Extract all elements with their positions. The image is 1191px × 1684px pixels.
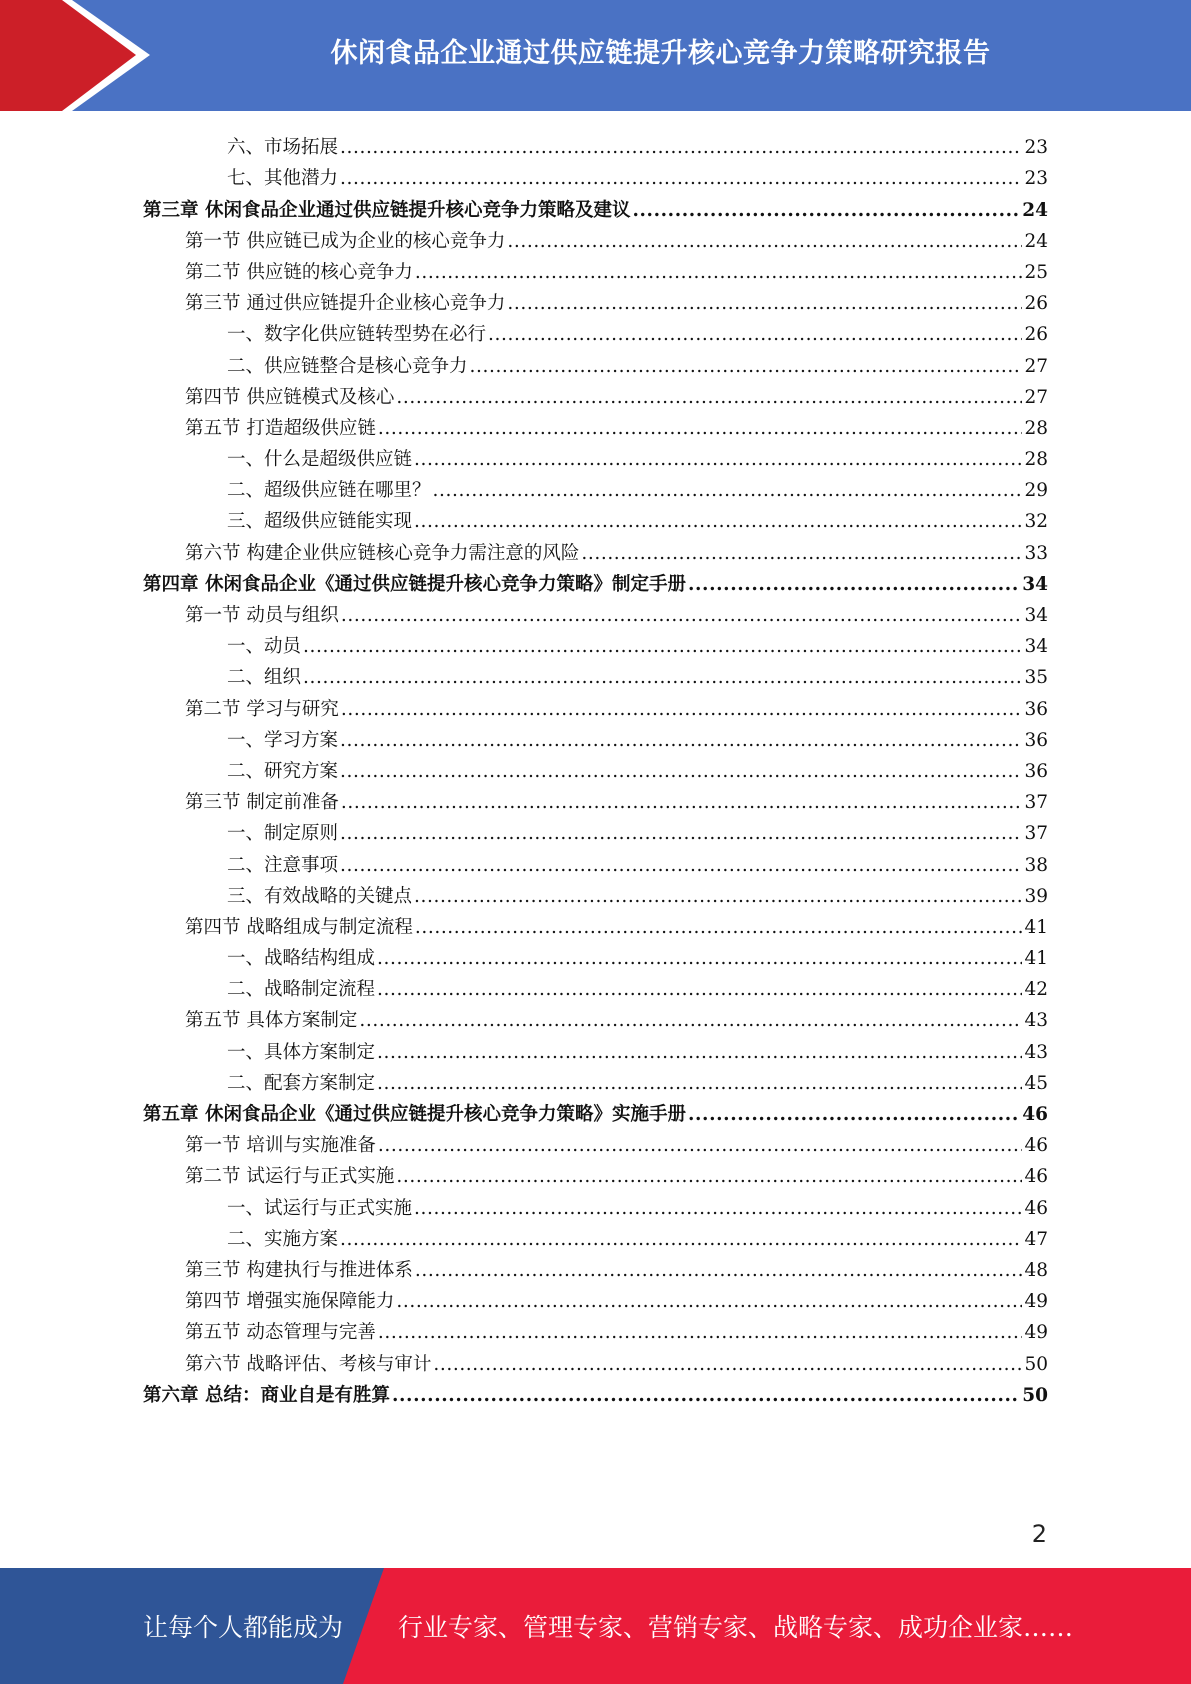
toc-entry-title: 一、学习方案 xyxy=(227,729,339,751)
toc-entry-title: 一、试运行与正式实施 xyxy=(227,1197,413,1219)
toc-subsection-entry[interactable] xyxy=(143,627,1048,658)
toc-entry-page: 29 xyxy=(1024,480,1048,502)
toc-entry-title: 第二节 试运行与正式实施 xyxy=(185,1166,395,1188)
toc-dot-leader xyxy=(340,823,1022,845)
toc-entry-page: 43 xyxy=(1024,1010,1048,1032)
toc-entry-title: 第二节 供应链的核心竞争力 xyxy=(185,261,413,283)
toc-entry-page: 37 xyxy=(1024,823,1048,845)
toc-entry-page: 34 xyxy=(1024,605,1048,626)
toc-subsection-entry[interactable] xyxy=(143,1188,1048,1219)
toc-dot-leader xyxy=(507,293,1022,315)
toc-entry-title: 二、配套方案制定 xyxy=(227,1072,376,1094)
toc-entry-title: 第六节 战略评估、考核与审计 xyxy=(185,1353,432,1375)
toc-entry-title: 第六章 总结：商业自是有胜算 xyxy=(143,1384,390,1406)
toc-dot-leader xyxy=(688,1104,1020,1126)
page-number: 2 xyxy=(1031,1520,1047,1548)
toc-entry-page: 36 xyxy=(1024,760,1048,782)
toc-entry-page: 27 xyxy=(1024,355,1048,377)
toc-dot-leader xyxy=(340,730,1022,752)
toc-entry-page: 28 xyxy=(1024,449,1048,471)
toc-subsection-entry[interactable] xyxy=(143,315,1048,346)
toc-entry-page: 42 xyxy=(1024,979,1048,1001)
toc-entry-page: 48 xyxy=(1024,1259,1048,1281)
toc-entry-page: 50 xyxy=(1024,1353,1048,1375)
toc-entry-page: 36 xyxy=(1024,729,1048,751)
toc-entry-title: 二、注意事项 xyxy=(227,854,339,876)
toc-entry-title: 一、具体方案制定 xyxy=(227,1041,376,1063)
toc-dot-leader xyxy=(340,855,1022,877)
toc-chapter-entry[interactable] xyxy=(143,565,1048,596)
toc-dot-leader xyxy=(415,1260,1023,1282)
toc-entry-page: 50 xyxy=(1022,1384,1048,1406)
toc-chapter-entry[interactable] xyxy=(143,1095,1048,1126)
toc-entry-page: 47 xyxy=(1024,1228,1048,1250)
toc-chapter-entry[interactable] xyxy=(143,190,1048,221)
toc-dot-leader xyxy=(341,792,1023,814)
toc-subsection-entry[interactable] xyxy=(143,814,1048,845)
toc-entry-title: 第一节 动员与组织 xyxy=(185,605,339,626)
toc-subsection-entry[interactable] xyxy=(143,752,1048,783)
toc-subsection-entry[interactable] xyxy=(143,1032,1048,1063)
toc-entry-title: 六、市场拓展 xyxy=(227,137,339,159)
toc-entry-page: 28 xyxy=(1024,417,1048,439)
toc-dot-leader xyxy=(488,324,1022,346)
toc-dot-leader xyxy=(414,511,1022,533)
toc-entry-title: 第五节 打造超级供应链 xyxy=(185,417,376,439)
footer-slogan-right: 行业专家、管理专家、营销专家、战略专家、成功企业家…… xyxy=(398,1613,1074,1642)
toc-entry-title: 一、战略结构组成 xyxy=(227,948,376,970)
toc-subsection-entry[interactable] xyxy=(143,877,1048,908)
toc-entry-page: 49 xyxy=(1024,1322,1048,1344)
toc-entry-page: 23 xyxy=(1024,137,1048,159)
toc-entry-title: 第四节 战略组成与制定流程 xyxy=(185,916,413,938)
toc-dot-leader xyxy=(377,1042,1022,1064)
toc-section-entry[interactable] xyxy=(143,1251,1048,1282)
toc-dot-leader xyxy=(359,1010,1022,1032)
toc-entry-page: 37 xyxy=(1024,792,1048,814)
toc-section-entry[interactable] xyxy=(143,689,1048,720)
toc-entry-title: 二、供应链整合是核心竞争力 xyxy=(227,355,468,377)
toc-entry-page: 43 xyxy=(1024,1041,1048,1063)
toc-dot-leader xyxy=(507,231,1022,253)
toc-entry-title: 第三节 制定前准备 xyxy=(185,792,339,814)
toc-entry-page: 46 xyxy=(1022,1104,1048,1125)
toc-entry-page: 26 xyxy=(1024,324,1048,346)
toc-section-entry[interactable] xyxy=(143,409,1048,440)
toc-entry-page: 34 xyxy=(1022,573,1048,595)
toc-dot-leader xyxy=(340,137,1022,159)
toc-entry-page: 33 xyxy=(1024,542,1048,564)
toc-entry-title: 第六节 构建企业供应链核心竞争力需注意的风险 xyxy=(185,542,580,564)
toc-dot-leader xyxy=(396,1291,1022,1313)
toc-dot-leader xyxy=(392,1385,1020,1407)
toc-section-entry[interactable] xyxy=(143,253,1048,284)
toc-dot-leader xyxy=(581,543,1022,565)
toc-entry-page: 46 xyxy=(1024,1197,1048,1219)
toc-subsection-entry[interactable] xyxy=(143,970,1048,1001)
toc-subsection-entry[interactable] xyxy=(143,128,1048,159)
toc-entry-title: 二、战略制定流程 xyxy=(227,979,376,1001)
toc-dot-leader xyxy=(378,418,1023,440)
toc-entry-title: 第五章 休闲食品企业《通过供应链提升核心竞争力策略》实施手册 xyxy=(143,1104,686,1125)
toc-entry-page: 24 xyxy=(1024,230,1048,252)
toc-entry-title: 第二节 学习与研究 xyxy=(185,698,339,720)
toc-dot-leader xyxy=(303,667,1022,689)
header-band xyxy=(0,0,1191,111)
toc-entry-title: 第五节 动态管理与完善 xyxy=(185,1322,376,1344)
toc-entry-title: 一、制定原则 xyxy=(227,823,339,845)
toc-entry-page: 49 xyxy=(1024,1291,1048,1313)
toc-subsection-entry[interactable] xyxy=(143,845,1048,876)
toc-dot-leader xyxy=(340,1229,1022,1251)
toc-entry-title: 二、组织 xyxy=(227,667,302,689)
toc-entry-page: 23 xyxy=(1024,168,1048,190)
toc-section-entry[interactable] xyxy=(143,378,1048,409)
toc-dot-leader xyxy=(470,356,1023,378)
toc-entry-page: 35 xyxy=(1024,667,1048,689)
toc-entry-page: 45 xyxy=(1024,1072,1048,1094)
toc-entry-page: 26 xyxy=(1024,293,1048,315)
toc-dot-leader xyxy=(396,387,1022,409)
toc-section-entry[interactable] xyxy=(143,1313,1048,1344)
toc-dot-leader xyxy=(378,1322,1023,1344)
toc-subsection-entry[interactable] xyxy=(143,1064,1048,1095)
toc-dot-leader xyxy=(377,1073,1022,1095)
toc-dot-leader xyxy=(303,636,1022,658)
toc-subsection-entry[interactable] xyxy=(143,440,1048,471)
footer-slogan-left: 让每个人都能成为 xyxy=(143,1613,344,1642)
toc-subsection-entry[interactable] xyxy=(143,939,1048,970)
toc-dot-leader xyxy=(340,761,1022,783)
toc-subsection-entry[interactable] xyxy=(143,1220,1048,1251)
toc-section-entry[interactable] xyxy=(143,1001,1048,1032)
toc-section-entry[interactable] xyxy=(143,908,1048,939)
report-title: 休闲食品企业通过供应链提升核心竞争力策略研究报告 xyxy=(330,37,991,69)
toc-dot-leader xyxy=(632,200,1020,222)
toc-dot-leader xyxy=(341,699,1023,721)
toc-entry-title: 第三章 休闲食品企业通过供应链提升核心竞争力策略及建议 xyxy=(143,199,631,221)
toc-dot-leader xyxy=(340,168,1022,190)
toc-entry-title: 二、超级供应链在哪里？ xyxy=(227,480,431,502)
toc-entry-page: 32 xyxy=(1024,511,1048,533)
toc-dot-leader xyxy=(415,262,1023,284)
toc-entry-title: 二、研究方案 xyxy=(227,760,339,782)
toc-entry-page: 27 xyxy=(1024,386,1048,408)
toc-entry-title: 一、动员 xyxy=(227,636,302,658)
toc-entry-page: 34 xyxy=(1024,636,1048,658)
toc-entry-page: 39 xyxy=(1024,885,1048,907)
toc-entry-title: 第三节 构建执行与推进体系 xyxy=(185,1259,413,1281)
toc-entry-title: 一、数字化供应链转型势在必行 xyxy=(227,324,487,346)
toc-entry-page: 25 xyxy=(1024,261,1048,283)
toc-section-entry[interactable] xyxy=(143,783,1048,814)
toc-subsection-entry[interactable] xyxy=(143,159,1048,190)
toc-section-entry[interactable] xyxy=(143,533,1048,564)
toc-entry-title: 第四节 增强实施保障能力 xyxy=(185,1291,395,1313)
toc-entry-page: 41 xyxy=(1024,948,1048,970)
footer-band xyxy=(0,1568,1191,1684)
table-of-contents xyxy=(143,128,1048,1407)
toc-entry-title: 第四节 供应链模式及核心 xyxy=(185,386,395,408)
toc-chapter-entry[interactable] xyxy=(143,1376,1048,1407)
toc-dot-leader xyxy=(341,605,1023,627)
toc-section-entry[interactable] xyxy=(143,1126,1048,1157)
toc-subsection-entry[interactable] xyxy=(143,658,1048,689)
toc-dot-leader xyxy=(377,979,1022,1001)
toc-entry-page: 46 xyxy=(1024,1166,1048,1188)
toc-entry-title: 三、有效战略的关键点 xyxy=(227,885,413,907)
toc-section-entry[interactable] xyxy=(143,1157,1048,1188)
toc-dot-leader xyxy=(433,480,1023,502)
toc-subsection-entry[interactable] xyxy=(143,346,1048,377)
toc-subsection-entry[interactable] xyxy=(143,471,1048,502)
toc-entry-page: 38 xyxy=(1024,854,1048,876)
toc-dot-leader xyxy=(377,948,1022,970)
toc-dot-leader xyxy=(414,886,1022,908)
toc-section-entry[interactable] xyxy=(143,1282,1048,1313)
toc-dot-leader xyxy=(378,1135,1023,1157)
toc-entry-title: 三、超级供应链能实现 xyxy=(227,511,413,533)
toc-section-entry[interactable] xyxy=(143,1344,1048,1375)
toc-section-entry[interactable] xyxy=(143,222,1048,253)
toc-entry-title: 第五节 具体方案制定 xyxy=(185,1010,358,1032)
toc-entry-title: 七、其他潜力 xyxy=(227,168,339,190)
toc-entry-title: 一、什么是超级供应链 xyxy=(227,449,413,471)
toc-dot-leader xyxy=(433,1354,1022,1376)
toc-subsection-entry[interactable] xyxy=(143,502,1048,533)
toc-entry-page: 46 xyxy=(1024,1135,1048,1157)
toc-entry-page: 36 xyxy=(1024,698,1048,720)
toc-dot-leader xyxy=(414,449,1022,471)
toc-entry-title: 第一节 培训与实施准备 xyxy=(185,1135,376,1157)
toc-entry-page: 41 xyxy=(1024,916,1048,938)
toc-entry-title: 第三节 通过供应链提升企业核心竞争力 xyxy=(185,293,506,315)
toc-dot-leader xyxy=(415,917,1023,939)
toc-dot-leader xyxy=(414,1198,1022,1220)
toc-dot-leader xyxy=(396,1166,1022,1188)
toc-dot-leader xyxy=(688,574,1020,596)
toc-entry-title: 第一节 供应链已成为企业的核心竞争力 xyxy=(185,230,506,252)
toc-entry-title: 二、实施方案 xyxy=(227,1228,339,1250)
toc-section-entry[interactable] xyxy=(143,596,1048,627)
toc-section-entry[interactable] xyxy=(143,284,1048,315)
toc-entry-title: 第四章 休闲食品企业《通过供应链提升核心竞争力策略》制定手册 xyxy=(143,573,686,595)
toc-subsection-entry[interactable] xyxy=(143,721,1048,752)
toc-entry-page: 24 xyxy=(1022,199,1048,221)
